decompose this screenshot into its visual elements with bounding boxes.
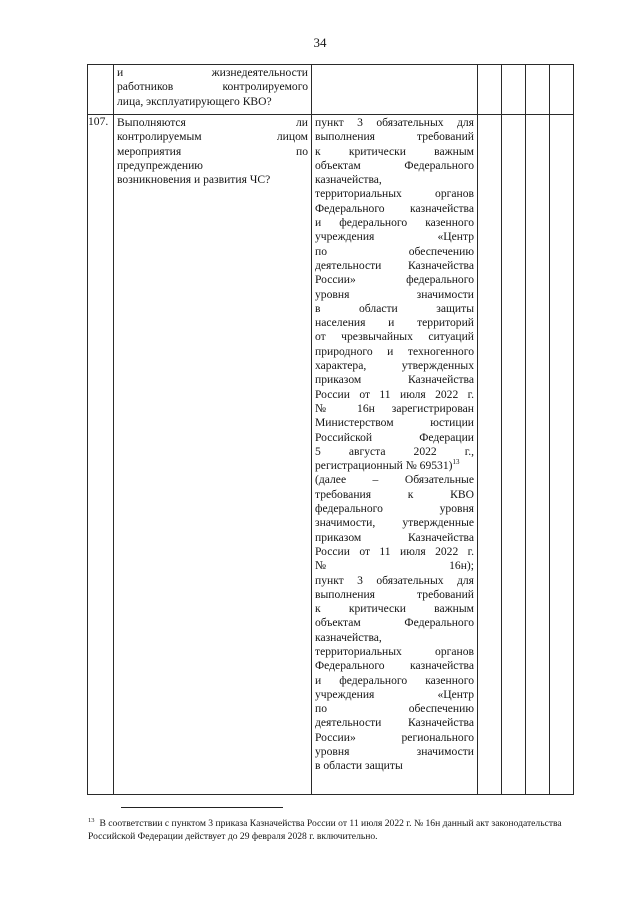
answer-na-cell (526, 65, 550, 115)
basis-text-line: казначейства, (315, 630, 382, 644)
table-row (88, 115, 574, 795)
basis-text-line: территориальных органов (315, 644, 474, 658)
basis-text-line: характера, утвержденных (315, 359, 474, 373)
question-cell (114, 65, 312, 115)
footnote-text: В соответствии с пунктом 3 приказа Казначейства России от 11 июля 2022 г. № 16н данный акт законодательства Российской Федерации действует до 29 февраля 2028 г. включительно. (88, 818, 562, 842)
basis-text-line: значимости, утвержденные (315, 516, 474, 530)
basis-text-line: регистрационный № 69531)$^{13}$ (315, 459, 460, 473)
basis-text-line: Федерального казначейства (315, 659, 474, 673)
basis-text-line: уровня значимости (315, 745, 474, 759)
basis-text-line: по обеспечению (315, 702, 474, 716)
basis-text-line: России от 11 июля 2022 г. (315, 387, 474, 401)
question-text-line: возникновения и развития ЧС? (117, 173, 271, 187)
basis-text-line: пункт 3 обязательных для (315, 573, 474, 587)
basis-cell (312, 65, 478, 115)
question-text-line: контролируемым лицом (117, 130, 308, 144)
basis-text-line: деятельности Казначейства (315, 258, 474, 272)
basis-text-line: учреждения «Центр (315, 687, 474, 701)
basis-text-line: к критически важным (315, 144, 474, 158)
basis-text-line: к критически важным (315, 602, 474, 616)
answer-yes-cell (478, 115, 502, 795)
question-text-line: и жизнедеятельности (117, 66, 308, 79)
basis-text-line: объектам Федерального (315, 616, 474, 630)
answer-na-cell (526, 115, 550, 795)
footnote-marker: 13 (88, 817, 95, 824)
basis-text-line: Федерального казначейства (315, 201, 474, 215)
question-text-line: работников контролируемого (117, 80, 308, 94)
basis-text-line: по обеспечению (315, 244, 474, 258)
basis-text-line: учреждения «Центр (315, 230, 474, 244)
basis-text-line: населения и территорий (315, 316, 474, 330)
question-text-line: лица, эксплуатирующего КВО? (117, 94, 272, 108)
page-number: 34 (313, 35, 327, 50)
row-number-cell (88, 65, 114, 115)
basis-text-line: 5 августа 2022 г., (315, 444, 474, 458)
basis-text-line: пункт 3 обязательных для (315, 116, 474, 129)
question-text-line: предупреждению (117, 158, 203, 172)
basis-text-line: казначейства, (315, 173, 382, 187)
basis-text-line: федерального уровня (315, 502, 474, 516)
basis-text-line: и федерального казенного (315, 673, 474, 687)
footnote-divider (121, 807, 283, 808)
basis-text-line: приказом Казначейства (315, 373, 474, 387)
basis-text-line: требования к КВО (315, 487, 474, 501)
answer-no-cell (502, 115, 526, 795)
note-cell (550, 65, 574, 115)
basis-cell (312, 115, 478, 795)
basis-text-line: России от 11 июля 2022 г. (315, 544, 474, 558)
basis-text-line: территориальных органов (315, 187, 474, 201)
basis-text-line: приказом Казначейства (315, 530, 474, 544)
basis-text-line: (далее – Обязательные (315, 473, 474, 487)
basis-text-line: России» федерального (315, 273, 474, 287)
question-text-line: Выполняются ли (117, 116, 308, 129)
note-cell (550, 115, 574, 795)
footnote-reference: 13 (452, 459, 460, 467)
basis-text-line: Российской Федерации (315, 430, 474, 444)
basis-text-line: в области защиты (315, 301, 474, 315)
basis-text-line: выполнения требований (315, 587, 474, 601)
answer-yes-cell (478, 65, 502, 115)
row-number-cell: 107. (88, 115, 114, 795)
basis-text-line: России» регионального (315, 730, 474, 744)
basis-text-line: от чрезвычайных ситуаций (315, 330, 474, 344)
basis-text-line: объектам Федерального (315, 158, 474, 172)
question-cell (114, 115, 312, 795)
answer-no-cell (502, 65, 526, 115)
basis-text-line: выполнения требований (315, 130, 474, 144)
basis-text-line: и федерального казенного (315, 216, 474, 230)
question-text-line: мероприятия по (117, 144, 308, 158)
basis-text-line: № 16н зарегистрирован (315, 401, 474, 415)
table-row (88, 65, 574, 115)
basis-text-line: в области защиты (315, 759, 403, 773)
checklist-table (87, 64, 574, 795)
basis-text-line: деятельности Казначейства (315, 716, 474, 730)
basis-text-line: уровня значимости (315, 287, 474, 301)
footnote (88, 817, 574, 843)
basis-text-line: Министерством юстиции (315, 416, 474, 430)
basis-text-line: природного и техногенного (315, 344, 474, 358)
basis-text-line: № 16н); (315, 559, 474, 573)
